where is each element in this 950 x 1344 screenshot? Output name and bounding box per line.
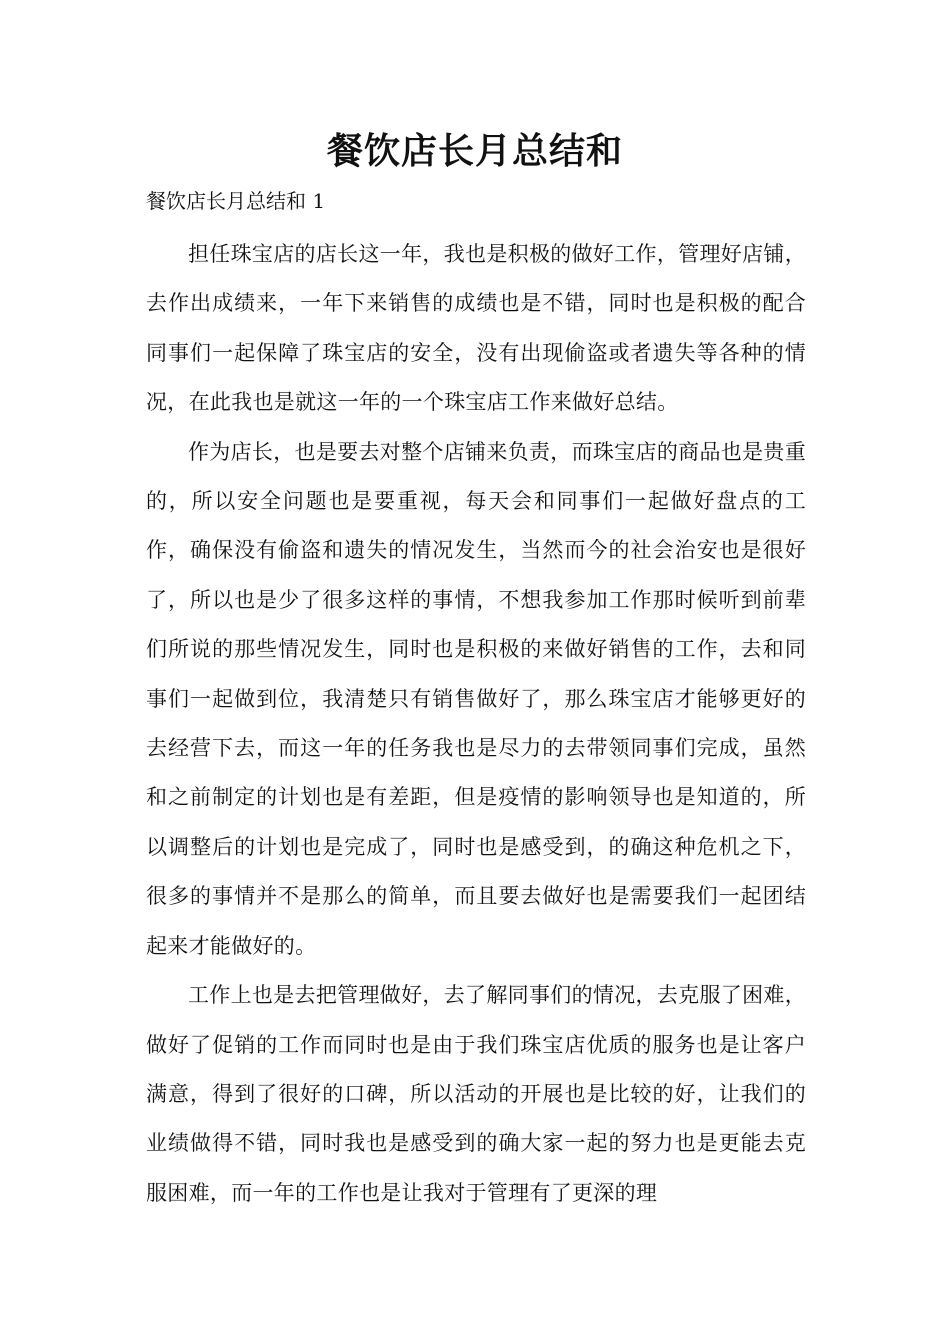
document-body [146,230,806,1218]
document-title: 餐饮店长月总结和 [326,131,623,172]
paragraph-2: 作为店长，也是要去对整个店铺来负责，而珠宝店的商品也是贵重的，所以安全问题也是要重视，每天会和同事们一起做好盘点的工作，确保没有偷盗和遗失的情况发生，当然而今的社会治安也是很好了，所以也是少了很多这样的事情，不想我参加工作那时候听到前辈们所说的那些情况发生，同时也是积极的来做好销售的工作，去和同事们一起做到位，我清楚只有销售做好了，那么珠宝店才能够更好的去经营下去，而这一年的任务我也是尽力的去带领同事们完成，虽然和之前制定的计划也是有差距，但是疫情的影响领导也是知道的，所以调整后的计划也是完成了，同时也是感受到，的确这种危机之下，很多的事情并不是那么的简单，而且要去做好也是需要我们一起团结起来才能做好的。 [146,439,806,958]
paragraph-3: 工作上也是去把管理做好，去了解同事们的情况，去克服了困难，做好了促销的工作而同时也是由于我们珠宝店优质的服务也是让客户满意，得到了很好的口碑，所以活动的开展也是比较的好，让我们的业绩做得不错，同时我也是感受到的确大家一起的努力也是更能去克服困难，而一年的工作也是让我对于管理有了更深的理 [146,983,806,1205]
paragraph-1: 担任珠宝店的店长这一年，我也是积极的做好工作，管理好店铺，去作出成绩来，一年下来销售的成绩也是不错，同时也是积极的配合同事们一起保障了珠宝店的安全，没有出现偷盗或者遗失等各种的情况，在此我也是就这一年的一个珠宝店工作来做好总结。 [146,242,806,415]
section-heading: 餐饮店长月总结和 1 [146,189,326,213]
